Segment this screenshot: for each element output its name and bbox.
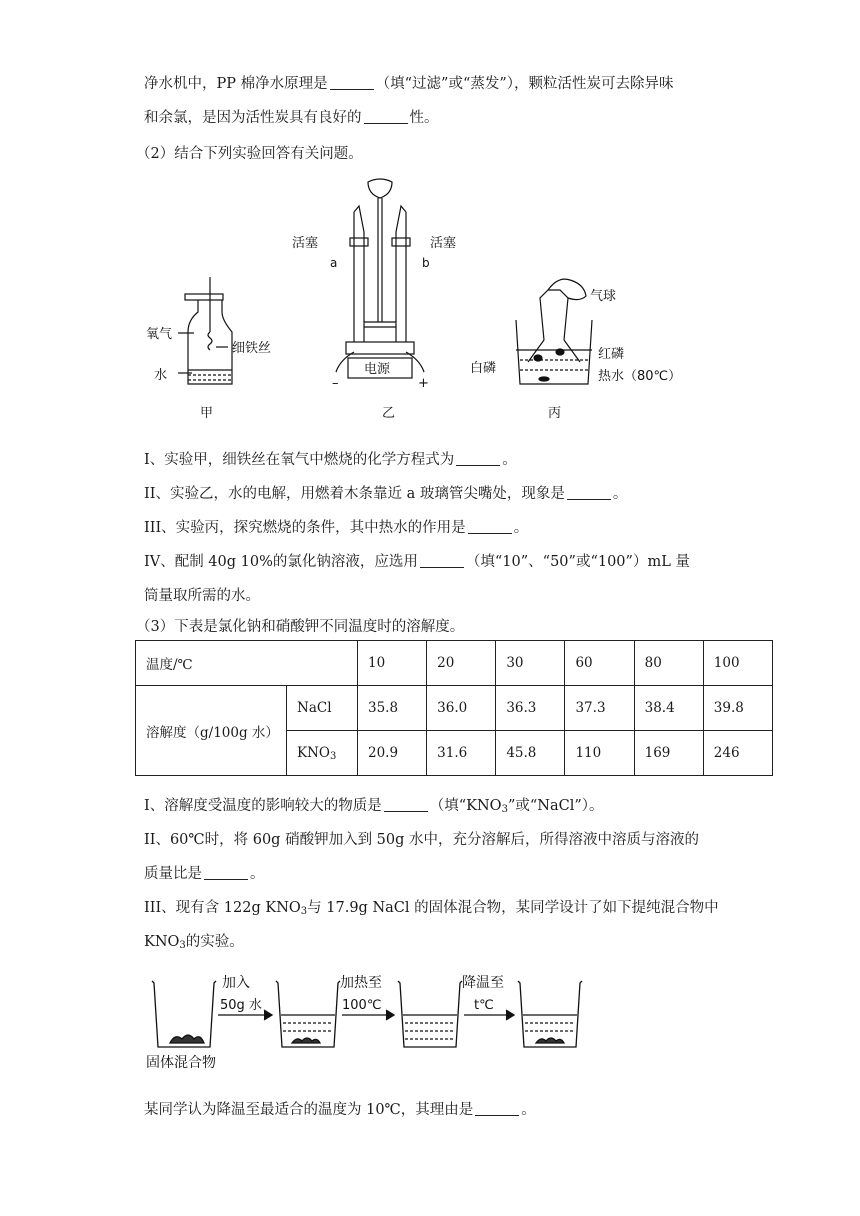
label-tc: t℃ (474, 998, 494, 1013)
label-plus: + (418, 376, 429, 391)
purification-figure (140, 965, 610, 1075)
beaker-2 (276, 981, 340, 1047)
table-row (136, 641, 773, 686)
label-minus: – (332, 376, 339, 391)
kno3-cell: 20.9 (358, 731, 427, 776)
solubility-label: 溶解度（g/100g 水） (136, 686, 287, 776)
temp-cell: 100 (703, 641, 772, 686)
label-water: 水 (154, 368, 168, 383)
text-j2b: 质量比是 。 (144, 866, 265, 882)
nacl-cell: 36.0 (427, 686, 496, 731)
label-hot-water: 热水（80℃） (598, 369, 682, 384)
table-row (136, 686, 773, 731)
label-water50: 50g 水 (220, 998, 262, 1013)
kno3-cell: 31.6 (427, 731, 496, 776)
nacl-cell: 37.3 (565, 686, 634, 731)
apparatus-jia (178, 277, 232, 384)
label-heat: 加热至 (340, 975, 382, 991)
question-2-heading: （2）结合下列实验回答有关问题。 (136, 146, 363, 162)
nacl-cell: 38.4 (634, 686, 703, 731)
text-line-1: 净水机中，PP 棉净水原理是 （填“过滤”或“蒸发”），颗粒活性炭可去除异味 (144, 76, 674, 92)
label-cool: 降温至 (462, 975, 504, 991)
answer-blank[interactable] (420, 554, 464, 568)
beaker-4 (518, 981, 582, 1047)
answer-blank[interactable] (475, 1102, 519, 1116)
text-i3: III、实验丙，探究燃烧的条件，其中热水的作用是 。 (144, 520, 529, 536)
nacl-cell: 35.8 (358, 686, 427, 731)
text-i4c: 筒量取所需的水。 (144, 588, 260, 604)
temp-cell: 30 (496, 641, 565, 686)
label-bing: 丙 (548, 406, 562, 421)
label-solid: 固体混合物 (146, 1055, 216, 1071)
temp-header: 温度/℃ (136, 641, 358, 686)
answer-blank[interactable] (567, 486, 611, 500)
label-valve-right: 活塞 (430, 236, 457, 251)
label-balloon: 气球 (590, 289, 617, 304)
text-i2: II、实验乙，水的电解，用燃着木条靠近 a 玻璃管尖嘴处，现象是 。 (144, 486, 628, 502)
text-last: 某同学认为降温至最适合的温度为 10℃，其理由是 。 (144, 1102, 536, 1118)
answer-blank[interactable] (364, 110, 408, 124)
apparatus-bing (516, 279, 592, 384)
label-b: b (422, 256, 430, 270)
label-power: 电源 (364, 362, 391, 377)
kno3-cell: 110 (565, 731, 634, 776)
kno3-label: $KNO_3$ (287, 731, 358, 776)
nacl-label: NaCl (287, 686, 358, 731)
text-line-2: 和余氯，是因为活性炭具有良好的 性。 (144, 110, 439, 126)
nacl-cell: 36.3 (496, 686, 565, 731)
label-yi: 乙 (382, 406, 396, 421)
label-temp100: 100℃ (342, 998, 382, 1013)
temp-cell: 80 (634, 641, 703, 686)
text-j3c: $KNO_3$的实验。 (144, 934, 244, 951)
experiment-figure (140, 172, 700, 427)
kno3-cell: 169 (634, 731, 703, 776)
label-a: a (330, 256, 338, 270)
label-red-p: 红磷 (598, 347, 625, 362)
answer-blank[interactable] (468, 520, 512, 534)
temp-cell: 60 (565, 641, 634, 686)
text-i4: IV、配制 40g 10%的氯化钠溶液，应选用 （填“10”、“50”或“100”）mL 量 (144, 554, 690, 570)
apparatus-yi (336, 179, 424, 378)
answer-blank[interactable] (204, 866, 248, 880)
answer-blank[interactable] (456, 452, 500, 466)
label-iron-wire: 细铁丝 (232, 341, 272, 356)
temp-cell: 20 (427, 641, 496, 686)
label-oxygen: 氧气 (146, 327, 173, 342)
answer-blank[interactable] (330, 76, 374, 90)
label-add: 加入 (222, 975, 250, 991)
solubility-table (135, 640, 773, 776)
label-jia: 甲 (200, 406, 214, 421)
kno3-cell: 45.8 (496, 731, 565, 776)
label-white-p: 白磷 (470, 361, 497, 376)
temp-cell: 10 (358, 641, 427, 686)
label-valve-left: 活塞 (292, 236, 319, 251)
kno3-cell: 246 (703, 731, 772, 776)
text-j1: I、溶解度受温度的影响较大的物质是 （填“$KNO_3$”或“NaCl”）。 (144, 798, 604, 815)
nacl-cell: 39.8 (703, 686, 772, 731)
question-3-heading: （3）下表是氯化钠和硝酸钾不同温度时的溶解度。 (136, 619, 465, 635)
beaker-3 (398, 981, 462, 1047)
text-i1: I、实验甲，细铁丝在氧气中燃烧的化学方程式为 。 (144, 452, 517, 468)
answer-blank[interactable] (384, 798, 428, 812)
text-j3: III、现有含 122g $KNO_3$与 17.9g NaCl 的固体混合物，某同学设计了如下提纯混合物中 (144, 900, 719, 917)
text-j2: II、60℃时，将 60g 硝酸钾加入到 50g 水中，充分溶解后，所得溶液中溶质与溶液的 (144, 832, 700, 848)
